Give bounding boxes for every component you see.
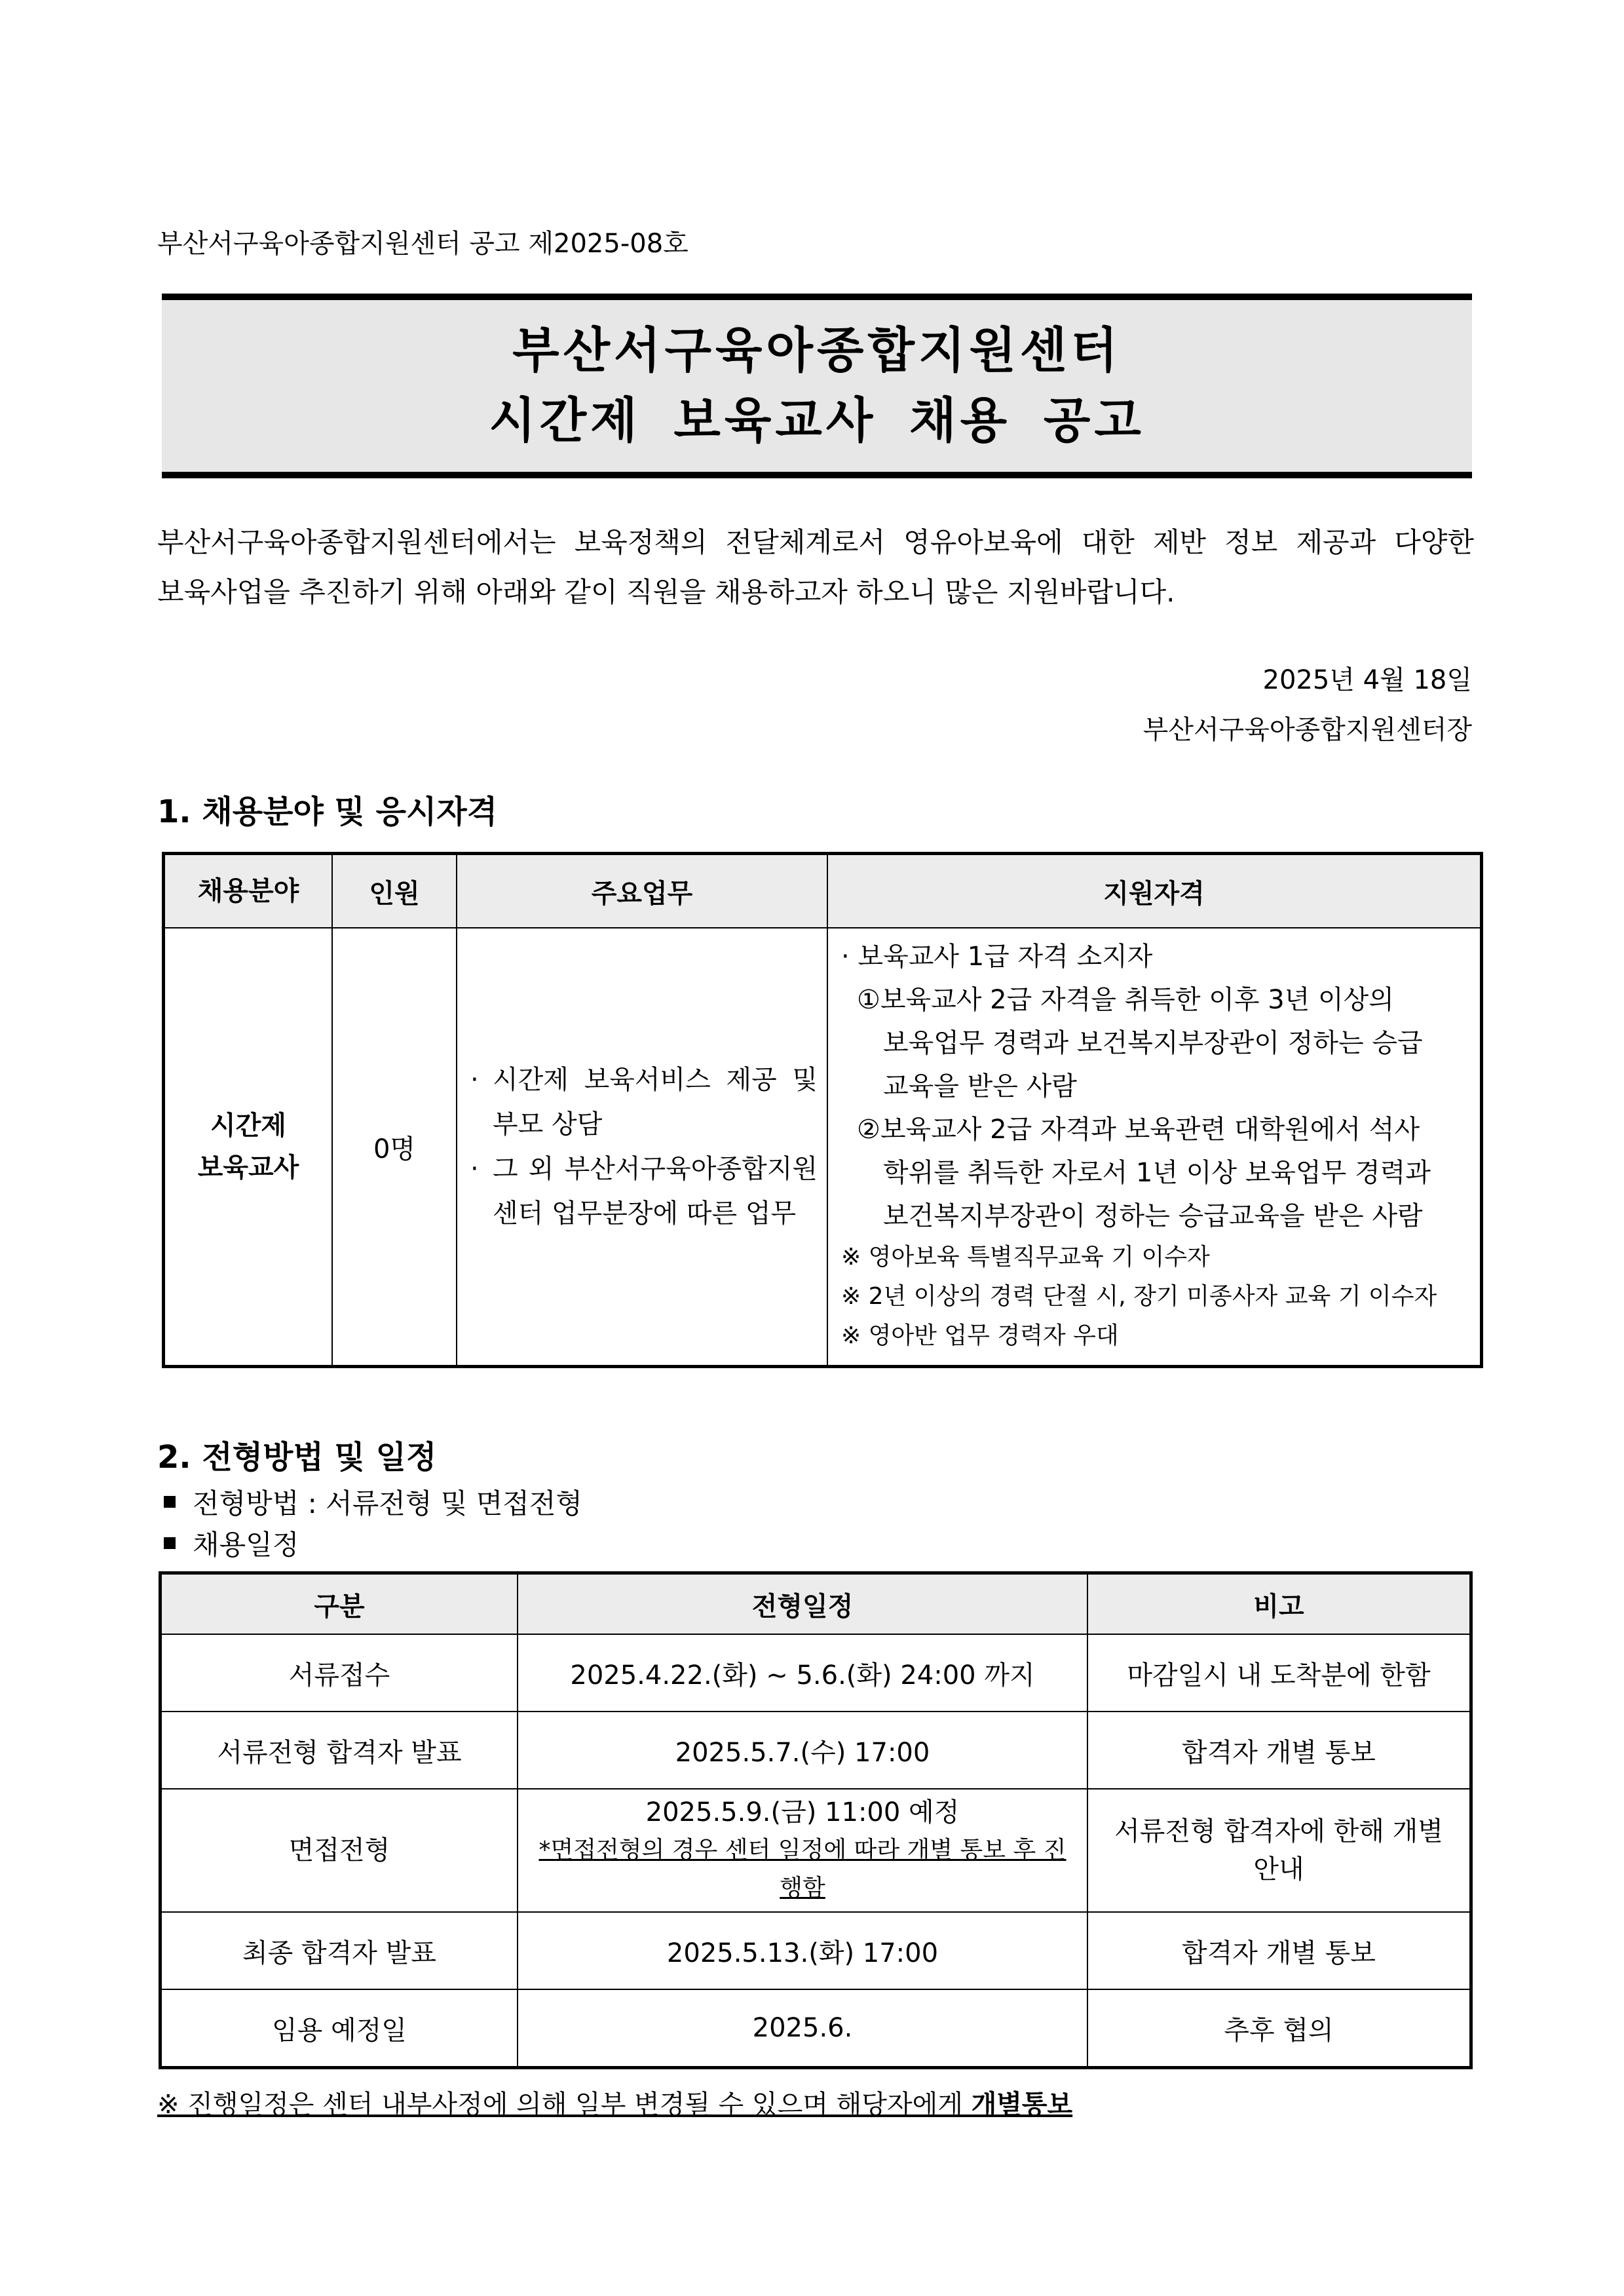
- date-cell: 2025.6.: [518, 1989, 1087, 2068]
- intro-line-2: 보육사업을 추진하기 위해 아래와 같이 직원을 채용하고자 하오니 많은 지원바랍니다.: [157, 576, 1175, 608]
- square-bullet-icon: [164, 1496, 176, 1508]
- intro-line-1: 부산서구육아종합지원센터에서는 보육정책의 전달체계로서 영유아보육에 대한 제반 정보 제공과 다양한: [157, 526, 1474, 558]
- headcount-cell: 0명: [332, 928, 457, 1367]
- table-row: [161, 1789, 1471, 1912]
- table-row: [161, 1634, 1471, 1712]
- duty-item: · 시간제 보육서비스 제공 및 부모 상담: [470, 1058, 818, 1147]
- column-header: 주요업무: [457, 854, 827, 928]
- stage-cell: 면접전형: [161, 1789, 518, 1912]
- note-cell: 합격자 개별 통보: [1087, 1912, 1471, 1989]
- stage-cell: 임용 예정일: [161, 1989, 518, 2068]
- column-header: 인원: [332, 854, 457, 928]
- qualification-option-2: ②보육교사 2급 자격과 보육관련 대학원에서 석사 학위를 취득한 자로서 1년 이상 보육업무 경력과 보건복지부장관이 정하는 승급교육을 받은 사람: [857, 1115, 1431, 1231]
- intro-paragraph: [157, 518, 1474, 617]
- table-header-row: [161, 1573, 1471, 1635]
- table-header-row: [164, 854, 1482, 928]
- title-line-1: 부산서구육아종합지원센터: [512, 322, 1122, 379]
- table-row: [161, 1912, 1471, 1989]
- column-header: 지원자격: [827, 854, 1482, 928]
- qualification-note: ※ 영아반 업무 경력자 우대: [841, 1322, 1119, 1349]
- schedule-bullet: 채용일정: [157, 1523, 299, 1563]
- date-cell: 2025.5.13.(화) 17:00: [518, 1912, 1087, 1989]
- schedule-table: [159, 1571, 1473, 2069]
- section1-heading: 1. 채용분야 및 응시자격: [157, 794, 498, 830]
- bullet-dot: ·: [470, 1065, 479, 1095]
- column-header: 구분: [161, 1573, 518, 1635]
- table-row: [164, 928, 1482, 1367]
- interview-date-note: *면접전형의 경우 센터 일정에 따라 개별 통보 후 진행함: [538, 1837, 1067, 1902]
- qualification-option-1: ①보육교사 2급 자격을 취득한 이후 3년 이상의 보육업무 경력과 보건복지부장관이 정하는 승급 교육을 받은 사람: [857, 985, 1423, 1101]
- qualification-main: · 보육교사 1급 자격 소지자: [841, 942, 1153, 972]
- field-line-2: 보육교사: [197, 1153, 299, 1183]
- column-header: 비고: [1087, 1573, 1471, 1635]
- note-cell: 마감일시 내 도착분에 한함: [1087, 1634, 1471, 1712]
- title-box: [162, 294, 1472, 478]
- date-block: [1143, 655, 1472, 755]
- section2-heading: 2. 전형방법 및 일정: [157, 1439, 437, 1476]
- bullet-dot: ·: [470, 1154, 479, 1184]
- stage-cell: 최종 합격자 발표: [161, 1912, 518, 1989]
- duties-cell: [457, 928, 827, 1367]
- qualification-note: ※ 2년 이상의 경력 단절 시, 장기 미종사자 교육 기 이수자: [841, 1283, 1437, 1310]
- method-bullet: 전형방법 : 서류전형 및 면접전형: [157, 1482, 582, 1521]
- field-cell: [164, 928, 333, 1367]
- signer: 부산서구육아종합지원센터장: [1142, 715, 1472, 745]
- table-row: [161, 1712, 1471, 1789]
- date-cell: 2025.4.22.(화) ~ 5.6.(화) 24:00 까지: [518, 1634, 1087, 1712]
- qualification-cell: [827, 928, 1482, 1367]
- column-header: 전형일정: [518, 1573, 1087, 1635]
- table-row: [161, 1989, 1471, 2068]
- note-cell: 서류전형 합격자에 한해 개별 안내: [1087, 1789, 1471, 1912]
- notice-date: 2025년 4월 18일: [1262, 665, 1472, 695]
- date-cell: 2025.5.7.(수) 17:00: [518, 1712, 1087, 1789]
- title-line-2: 시간제 보육교사 채용 공고: [489, 392, 1145, 449]
- field-line-1: 시간제: [210, 1111, 286, 1141]
- note-cell: 추후 협의: [1087, 1989, 1471, 2068]
- schedule-footnote: ※ 진행일정은 센터 내부사정에 의해 일부 변경될 수 있으며 해당자에게 개별통보: [157, 2090, 1073, 2120]
- duty-item: · 그 외 부산서구육아종합지원센터 업무분장에 따른 업무: [470, 1147, 818, 1236]
- qualification-note: ※ 영아보육 특별직무교육 기 이수자: [841, 1244, 1210, 1271]
- square-bullet-icon: [164, 1537, 176, 1549]
- recruitment-table: [162, 852, 1483, 1368]
- footnote-emphasis: 개별통보: [971, 2090, 1073, 2120]
- column-header: 채용분야: [164, 854, 333, 928]
- stage-cell: 서류전형 합격자 발표: [161, 1712, 518, 1789]
- notice-number: 부산서구육아종합지원센터 공고 제2025-08호: [157, 229, 689, 259]
- note-cell: 합격자 개별 통보: [1087, 1712, 1471, 1789]
- date-cell: 2025.5.9.(금) 11:00 예정 *면접전형의 경우 센터 일정에 따라 개별 통보 후 진행함: [518, 1789, 1087, 1912]
- stage-cell: 서류접수: [161, 1634, 518, 1712]
